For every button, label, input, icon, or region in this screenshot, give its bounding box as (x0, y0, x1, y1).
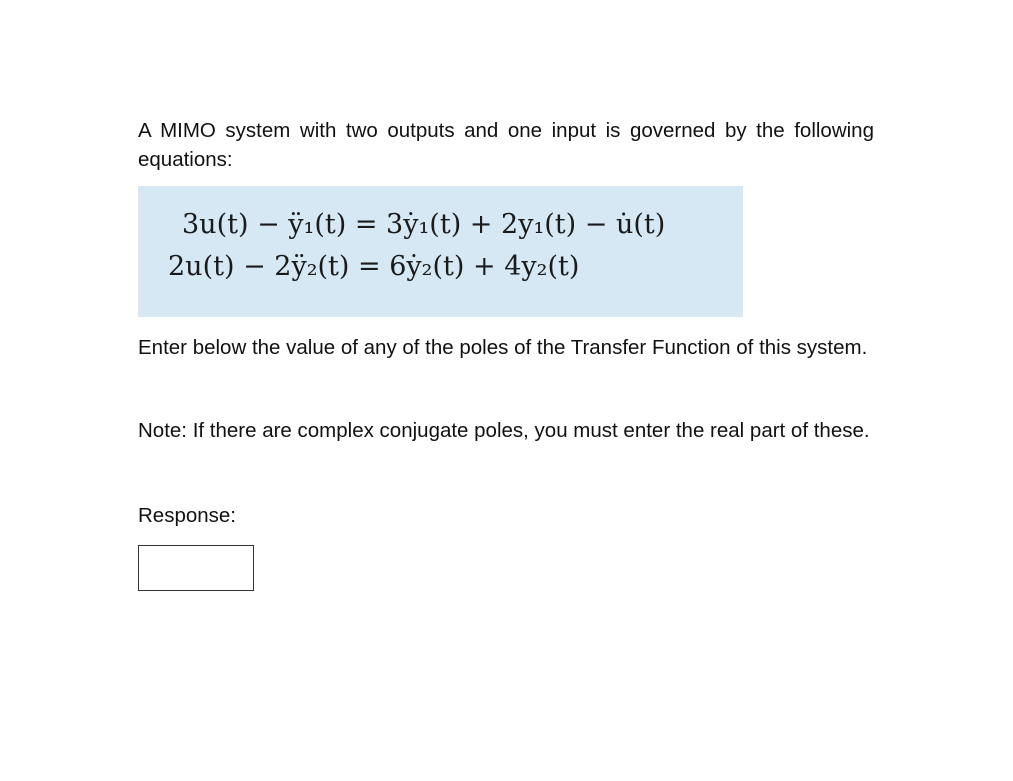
question-note: Note: If there are complex conjugate poles, you must enter the real part of these. (138, 419, 870, 442)
response-input[interactable] (138, 545, 254, 591)
equation-block (138, 186, 743, 317)
question-prompt: Enter below the value of any of the poles of the Transfer Function of this system. (138, 336, 868, 359)
question-intro: A MIMO system with two outputs and one input is governed by the following equations: (138, 119, 874, 171)
question-content (138, 116, 874, 591)
equation-1: 3u(t) − ÿ₁(t) = 3ẏ₁(t) + 2y₁(t) − u̇(t) (182, 209, 666, 240)
response-label: Response: (138, 504, 237, 527)
equation-2: 2u(t) − 2ÿ₂(t) = 6ẏ₂(t) + 4y₂(t) (168, 251, 580, 282)
